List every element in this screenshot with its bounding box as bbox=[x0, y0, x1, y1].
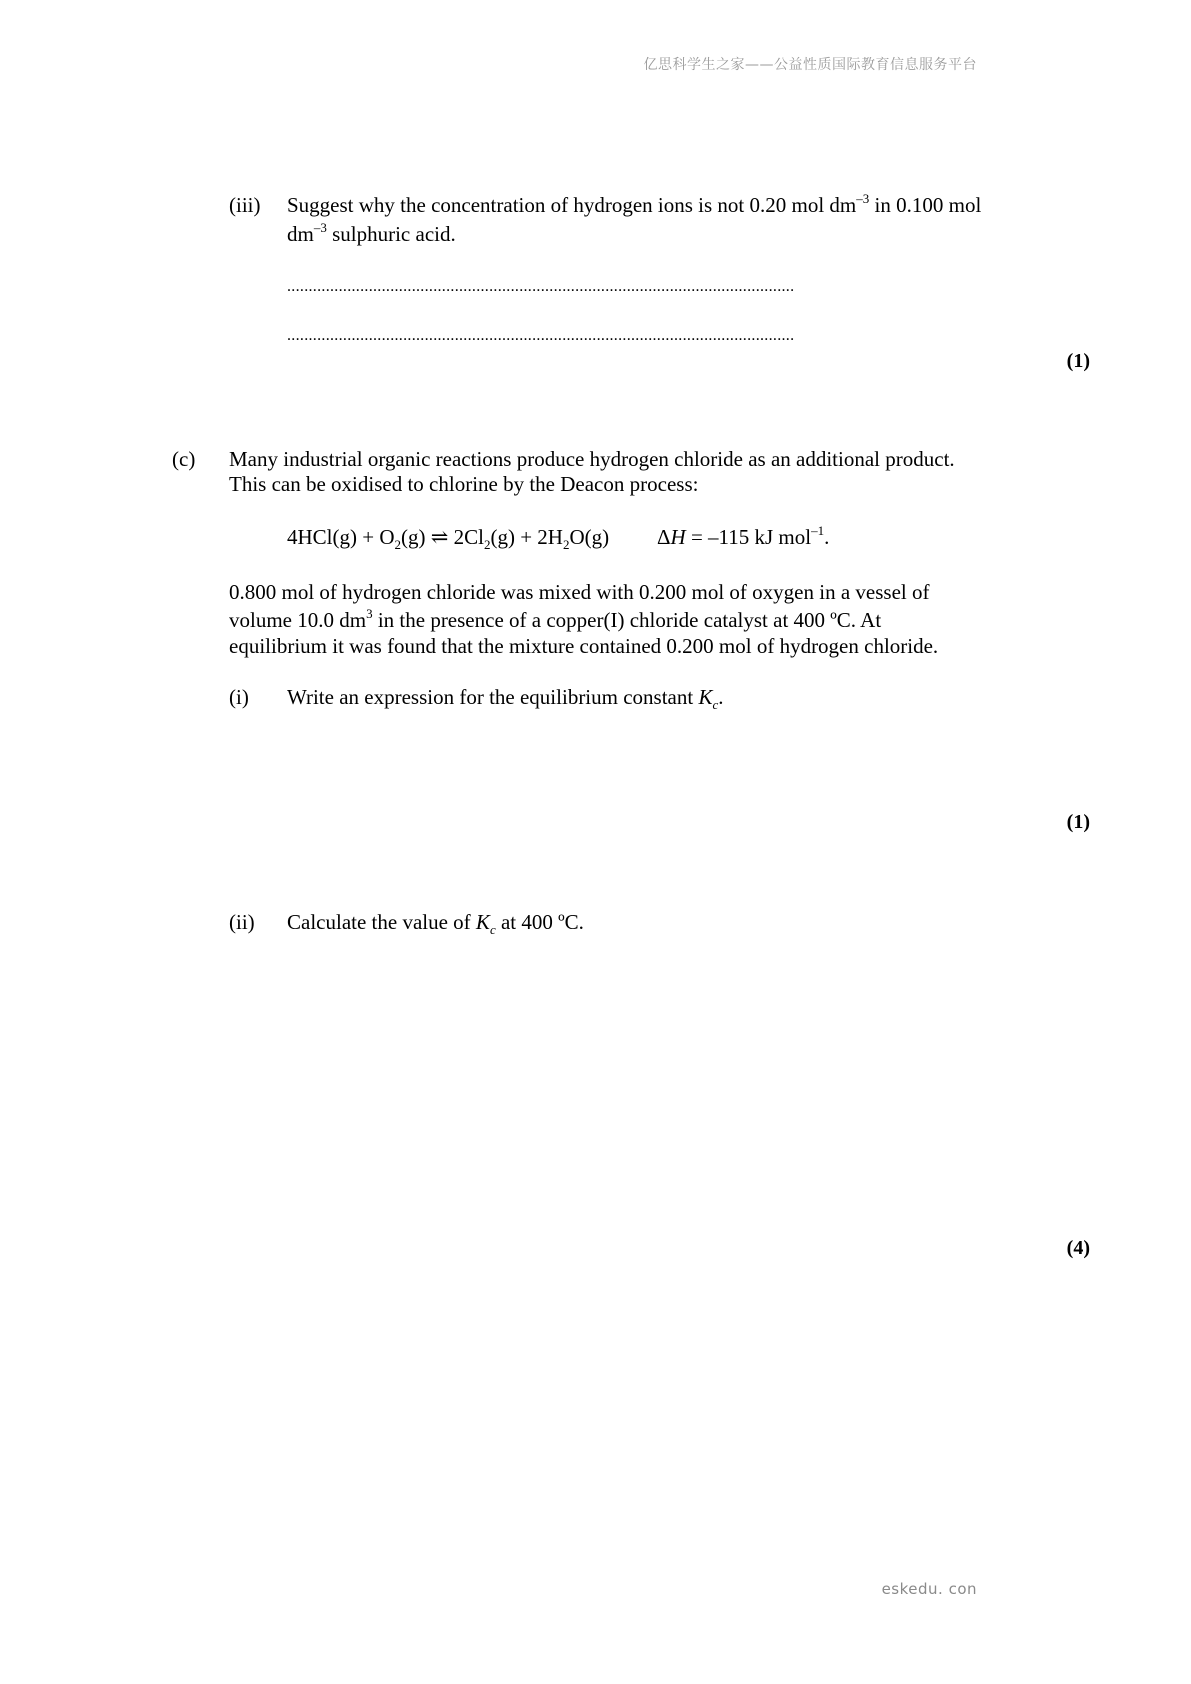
site-header: 亿思科学生之家——公益性质国际教育信息服务平台 bbox=[643, 57, 977, 73]
question-c-i-marks: (1) bbox=[1066, 811, 1090, 833]
question-c-ii-label: (ii) bbox=[229, 910, 255, 934]
enthalpy-change: ΔH = –115 kJ mol$^{-1}$. bbox=[657, 523, 830, 549]
answer-line-1[interactable]: ...................................................................................................................... bbox=[287, 278, 795, 295]
question-c-ii-text: Calculate the value of $K_c$ at 400 ºC. bbox=[287, 910, 584, 937]
question-iii-label: (iii) bbox=[229, 193, 261, 217]
question-iii-marks: (1) bbox=[1066, 350, 1090, 372]
site-footer: eskedu. con bbox=[881, 1580, 977, 1598]
part-c-para-line1: 0.800 mol of hydrogen chloride was mixed with 0.200 mol of oxygen in a vessel of bbox=[229, 580, 930, 604]
question-iii-text-line1: Suggest why the concentration of hydrogen ions is not 0.20 mol $dm^{-3}$ in 0.100 mol bbox=[287, 191, 982, 217]
question-c-i-text: Write an expression for the equilibrium constant $K_c$. bbox=[287, 685, 724, 712]
part-c-label: (c) bbox=[172, 447, 196, 471]
part-c-para-line3: equilibrium it was found that the mixture contained 0.200 mol of hydrogen chloride. bbox=[229, 634, 939, 658]
part-c-para-line2: volume 10.0 $dm^3$ in the presence of a copper(I) chloride catalyst at 400 ºC. At bbox=[229, 606, 882, 632]
part-c-intro-line2: This can be oxidised to chlorine by the Deacon process: bbox=[229, 472, 699, 496]
answer-line-2[interactable]: ...................................................................................................................... bbox=[287, 327, 795, 344]
question-iii-text-line2: $dm^{-3}$ sulphuric acid. bbox=[287, 220, 456, 246]
deacon-equation: $4HCl(g) + O_2(g)$ ⇌ $2Cl_2(g) + 2H_2O(g)$ bbox=[287, 525, 610, 552]
part-c-intro-line1: Many industrial organic reactions produce hydrogen chloride as an additional product. bbox=[229, 447, 955, 471]
question-c-i-label: (i) bbox=[229, 685, 249, 709]
question-c-ii-marks: (4) bbox=[1066, 1237, 1090, 1259]
